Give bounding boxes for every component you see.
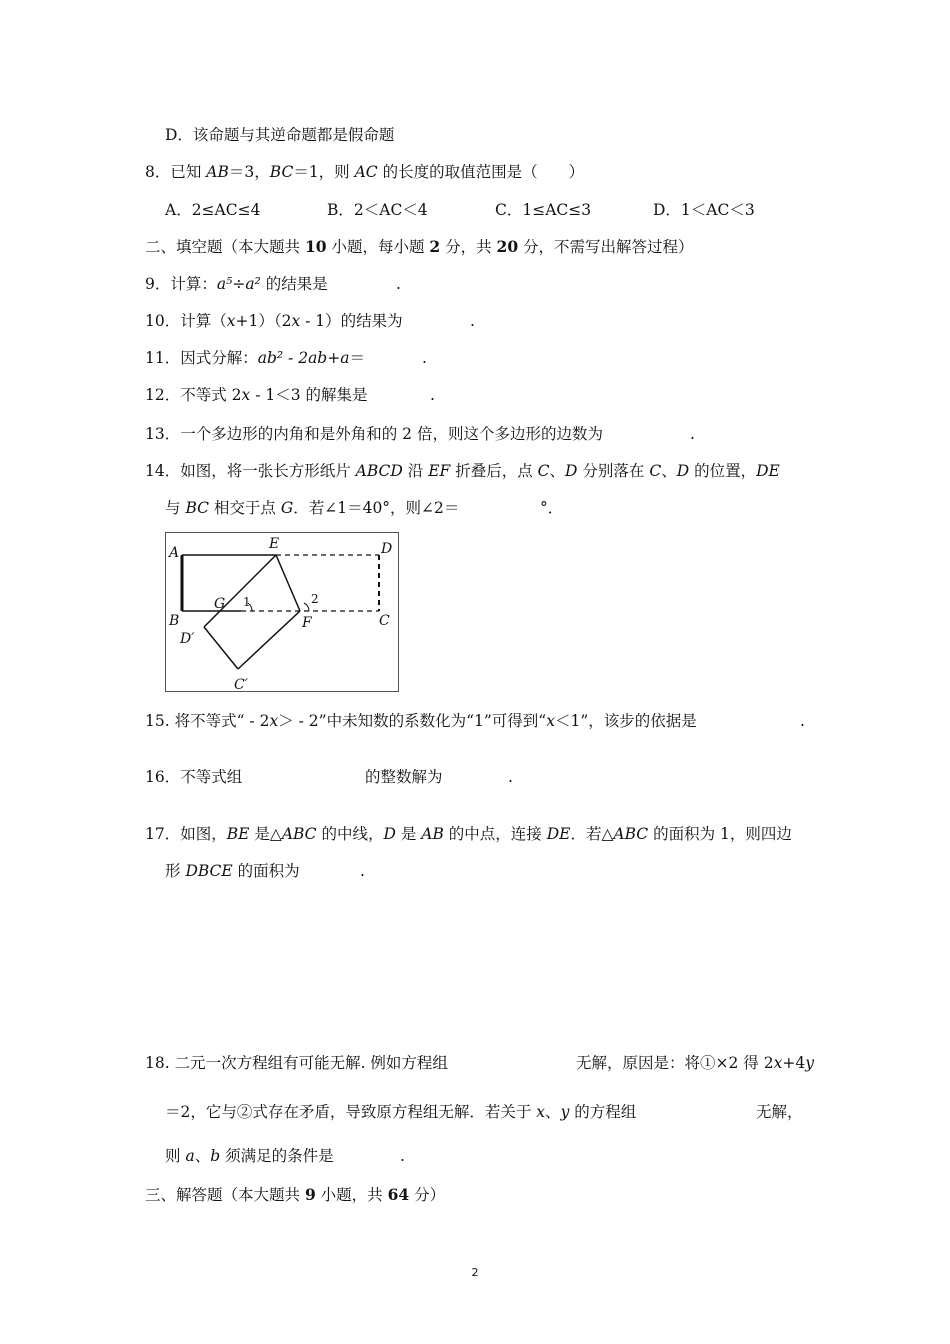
q8-option-c: C．1≤AC≤3 [495,201,592,219]
q14-figure [165,532,399,692]
q18-line3: 则 a、b 须满足的条件是 [165,1147,334,1165]
label-d: D [381,541,393,557]
q18-line2-end: 无解， [756,1103,803,1121]
q15-stem: 15. 将不等式“ - 2x＞ - 2”中未知数的系数化为“1”可得到“x＜1”，该步的依据是 [145,712,697,730]
section3-heading: 三、解答题（本大题共 9 小题，共 64 分） [145,1185,446,1204]
q14-end: °． [540,499,564,517]
edge-dprime-cprime [204,627,238,669]
label-d-prime: D′ [180,631,195,647]
label-b: B [169,613,180,629]
label-angle-1: 1 [243,595,251,609]
label-f: F [302,615,312,631]
q8-option-d: D．1＜AC＜3 [653,201,755,219]
label-angle-2: 2 [311,592,319,606]
q9-stem: 9．计算：a⁵÷a² 的结果是 [145,275,328,293]
q8-option-a: A．2≤AC≤4 [165,201,261,219]
q9-end: . [396,275,401,293]
q18-line1-start: 18. 二元一次方程组有可能无解. 例如方程组 [145,1054,448,1072]
q13-end: . [690,425,695,443]
q14-line1: 14．如图，将一张长方形纸片 ABCD 沿 EF 折叠后，点 C、D 分别落在 C、D 的位置，DE [145,462,780,480]
q14-line2: 与 BC 相交于点 G．若∠1＝40°，则∠2＝ [165,499,460,517]
q12-stem: 12．不等式 2x - 1＜3 的解集是 [145,386,368,404]
q18-line1-end: 无解，原因是：将①×2 得 2x+4y [576,1054,814,1072]
q13-stem: 13．一个多边形的内角和是外角和的 2 倍，则这个多边形的边数为 [145,425,603,443]
q16-stem-end: 的整数解为 [365,768,443,786]
q18-line2-start: ＝2，它与②式存在矛盾，导致原方程组无解．若关于 x、y 的方程组 [165,1103,637,1121]
q15-end: . [800,712,805,730]
q18-end: . [400,1147,405,1165]
q11-stem: 11．因式分解：ab² - 2ab+a＝ [145,349,365,367]
label-a: A [169,545,180,561]
label-c: C [379,613,390,629]
angle-2-arc [304,603,309,611]
q10-stem: 10．计算（x+1）（2x - 1）的结果为 [145,312,403,330]
folded-rectangle-diagram [166,533,398,691]
q12-end: . [430,386,435,404]
q17-line1: 17．如图，BE 是△ABC 的中线，D 是 AB 的中点，连接 DE．若△ABC 的面积为 1，则四边 [145,825,792,843]
section2-heading: 二、填空题（本大题共 10 小题，每小题 2 分，共 20 分，不需写出解答过程） [145,237,694,256]
q17-end: . [360,862,365,880]
q8-option-b: B．2＜AC＜4 [327,201,428,219]
q7-option-d: D．该命题与其逆命题都是假命题 [165,126,395,144]
label-e: E [269,536,280,552]
edge-ed-prime [204,555,276,627]
q16-stem-start: 16．不等式组 [145,768,243,786]
edge-cprime-f [238,611,300,669]
label-g: G [214,596,226,612]
q11-end: . [422,349,427,367]
fold-line-ef [276,555,300,611]
page-number: 2 [471,1266,479,1279]
q8-stem: 8．已知 AB＝3，BC＝1，则 AC 的长度的取值范围是（ ） [145,163,585,181]
q16-end: . [508,768,513,786]
q10-end: . [470,312,475,330]
label-c-prime: C′ [234,677,248,691]
q17-line2: 形 DBCE 的面积为 [165,862,300,880]
